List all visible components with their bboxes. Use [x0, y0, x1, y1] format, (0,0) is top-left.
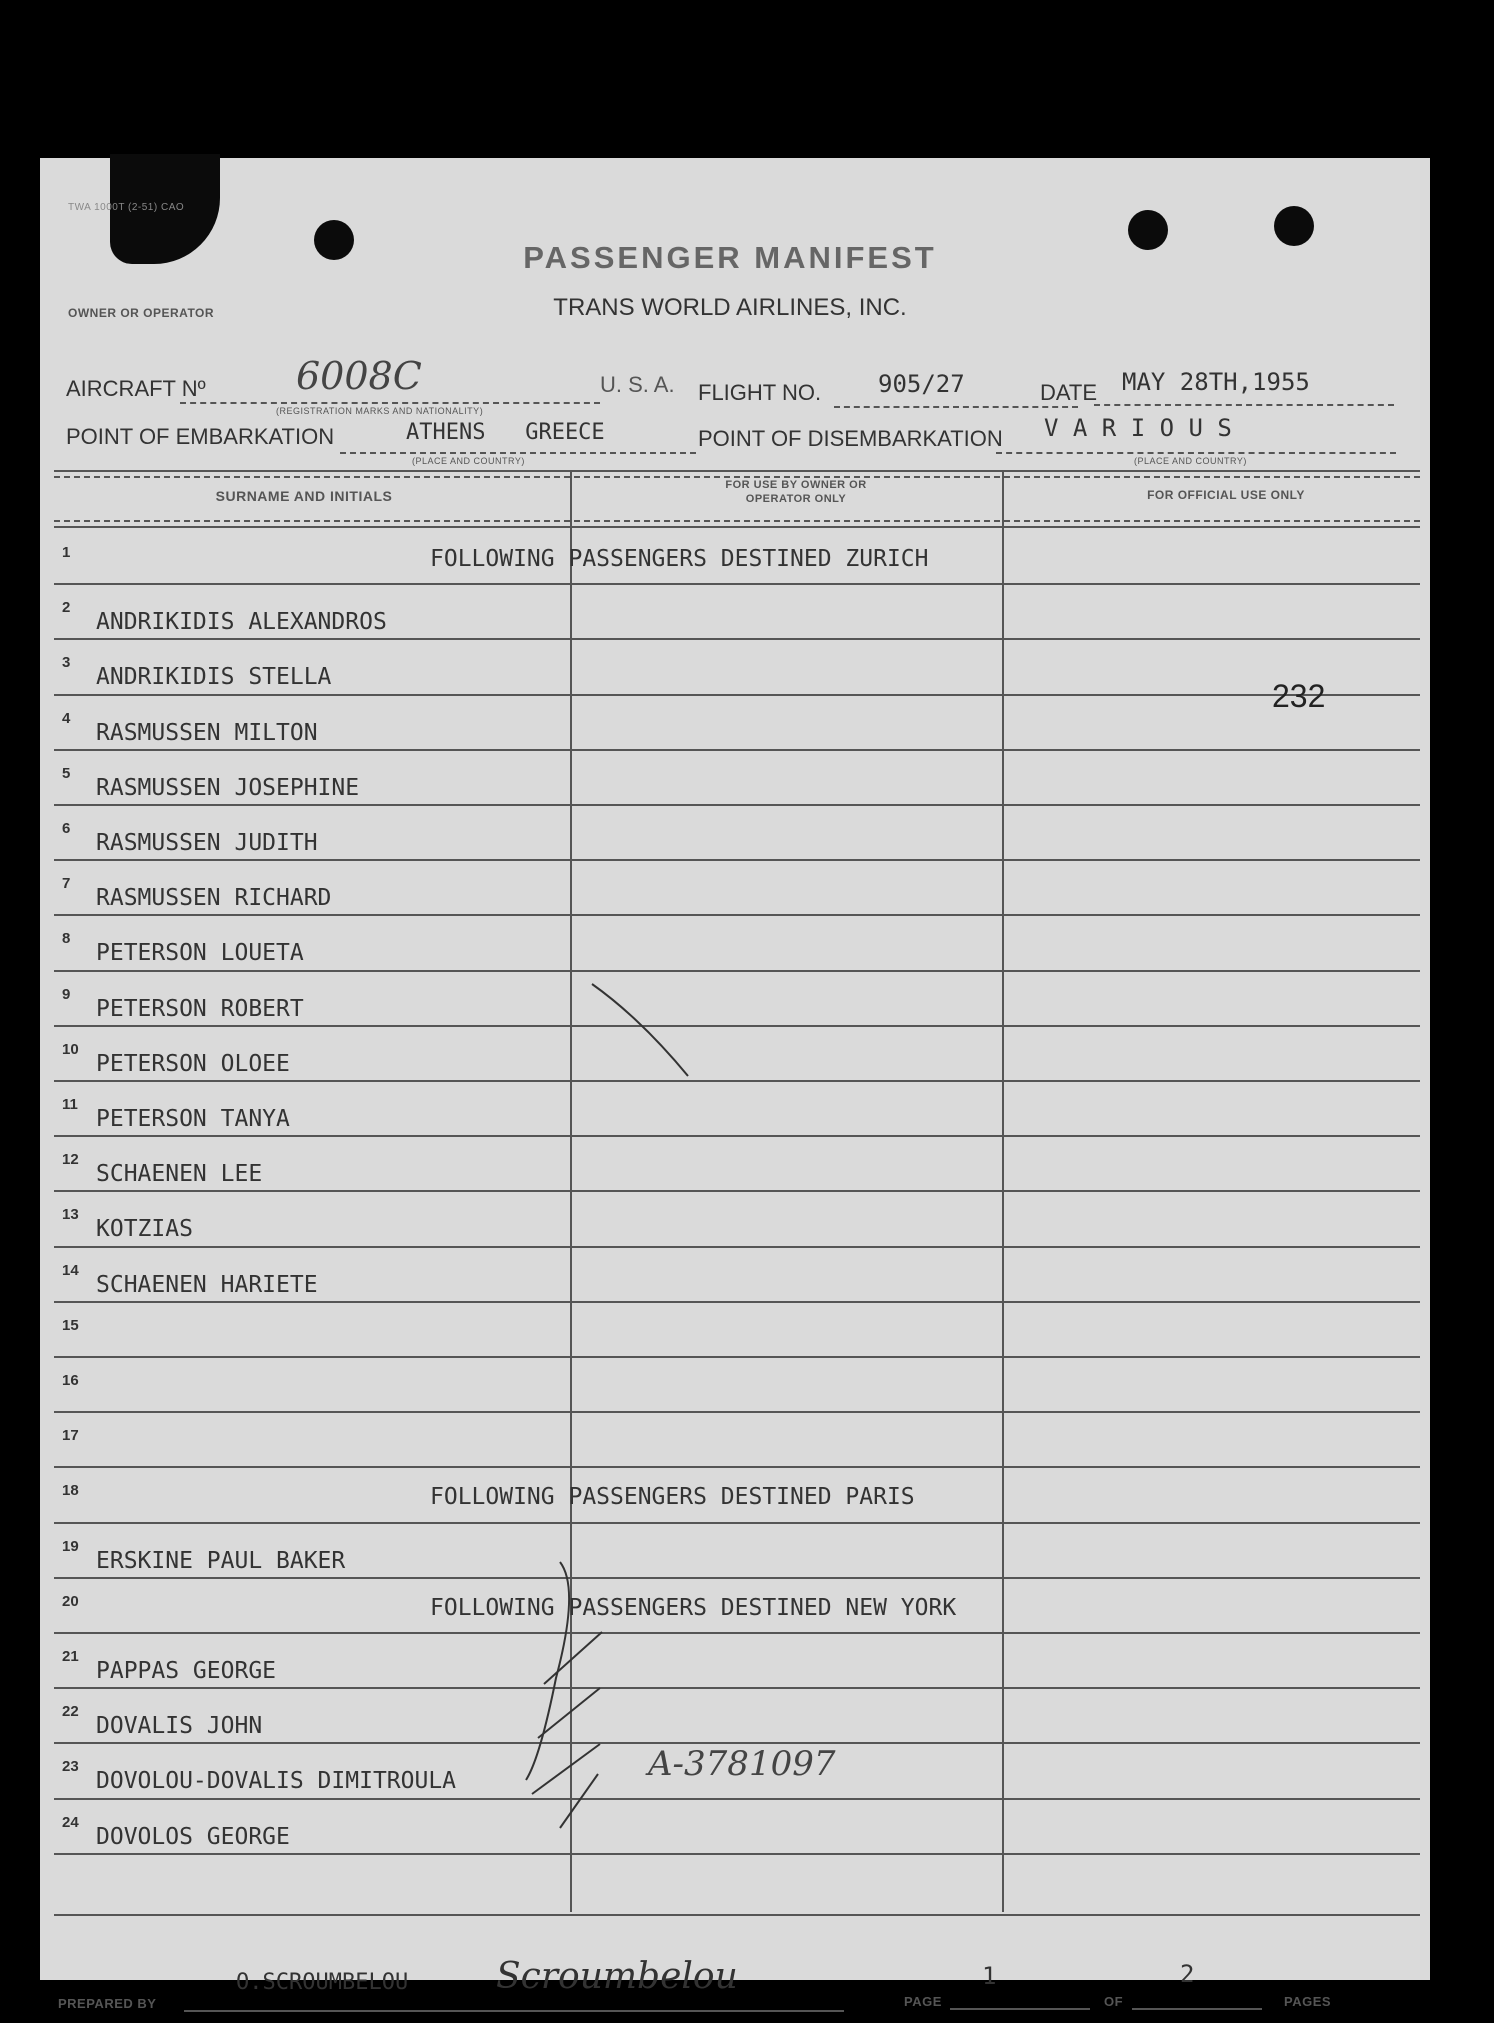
column-header-owner: FOR USE BY OWNER OR OPERATOR ONLY: [725, 479, 867, 505]
official-number: 232: [1272, 678, 1326, 714]
place-note-right: (PLACE AND COUNTRY): [1134, 456, 1247, 466]
of-label: OF: [1104, 1994, 1124, 2009]
pages-label: PAGES: [1284, 1994, 1332, 2009]
row-number: 9: [62, 985, 71, 1003]
row-number: 21: [62, 1648, 79, 1665]
aircraft-number: 6008C: [296, 354, 422, 398]
airline-name: TRANS WORLD AIRLINES, INC.: [553, 294, 907, 321]
row-number: 14: [62, 1261, 79, 1279]
date-label: DATE: [1040, 380, 1098, 405]
aircraft-label: AIRCRAFT Nº: [66, 376, 206, 401]
row-number: 3: [62, 654, 71, 672]
row-number: 20: [62, 1592, 79, 1610]
passenger-name: KOTZIAS: [96, 1216, 193, 1243]
destination-note: FOLLOWING PASSENGERS DESTINED NEW YORK: [430, 1594, 957, 1621]
check-mark-stroke: [560, 1774, 598, 1828]
page-label: PAGE: [904, 1994, 942, 2009]
prepared-by-value: O.SCROUMBELOU: [236, 1970, 409, 1995]
passenger-name: RASMUSSEN JUDITH: [96, 830, 318, 856]
row-number: 24: [62, 1813, 79, 1831]
alien-registration-number: A-3781097: [648, 1744, 836, 1784]
passenger-name: PETERSON ROBERT: [96, 995, 304, 1022]
row-number: 17: [62, 1427, 79, 1445]
passenger-name: PETERSON TANYA: [96, 1106, 290, 1132]
passenger-name: DOVOLOS GEORGE: [96, 1823, 290, 1850]
passenger-name: SCHAENEN HARIETE: [96, 1271, 318, 1298]
row-number: 19: [62, 1537, 79, 1555]
page-number: 1: [982, 1962, 997, 1990]
row-number: 22: [62, 1703, 79, 1721]
registration-note: (REGISTRATION MARKS AND NATIONALITY): [276, 406, 484, 416]
place-note-left: (PLACE AND COUNTRY): [412, 456, 525, 466]
column-header-surname: SURNAME AND INITIALS: [215, 488, 393, 504]
check-mark-stroke: [544, 1632, 602, 1684]
disembark-label: POINT OF DISEMBARKATION: [698, 426, 1003, 451]
passenger-name: DOVOLOU-DOVALIS DIMITROULA: [96, 1768, 457, 1795]
row-number: 2: [62, 599, 71, 617]
row-number: 4: [62, 709, 71, 727]
passenger-name: PETERSON LOUETA: [96, 940, 304, 967]
embark-label: POINT OF EMBARKATION: [66, 424, 335, 449]
nationality: U. S. A.: [600, 372, 675, 397]
passenger-name: DOVALIS JOHN: [96, 1713, 263, 1740]
destination-note: FOLLOWING PASSENGERS DESTINED ZURICH: [430, 546, 929, 572]
manifest-sheet: [40, 158, 1430, 2011]
row-number: 10: [62, 1040, 79, 1058]
row-number: 7: [62, 875, 71, 893]
passenger-name: RASMUSSEN RICHARD: [96, 885, 332, 912]
check-marks: [40, 158, 1430, 1980]
destination-note: FOLLOWING PASSENGERS DESTINED PARIS: [430, 1484, 915, 1511]
row-number: 1: [62, 544, 71, 561]
check-mark-stroke: [538, 1688, 600, 1738]
prepared-by-label: PREPARED BY: [58, 1996, 157, 2011]
row-number: 5: [62, 764, 71, 782]
owner-label: OWNER OR OPERATOR: [68, 306, 215, 320]
embark-value: ATHENS GREECE: [406, 420, 605, 445]
row-number: 12: [62, 1151, 79, 1169]
row-number: 11: [62, 1096, 78, 1113]
passenger-name: ERSKINE PAUL BAKER: [96, 1547, 346, 1574]
row-number: 13: [62, 1206, 79, 1224]
disembark-value: V A R I O U S: [1044, 414, 1232, 442]
page-total: 2: [1180, 1960, 1195, 1988]
passenger-name: ANDRIKIDIS ALEXANDROS: [96, 609, 387, 636]
passenger-name: RASMUSSEN JOSEPHINE: [96, 774, 360, 801]
row-number: 16: [62, 1372, 79, 1389]
page-title: PASSENGER MANIFEST: [523, 240, 937, 275]
passenger-name: PETERSON OLOEE: [96, 1050, 290, 1077]
passenger-name: PAPPAS GEORGE: [96, 1658, 277, 1684]
flight-no-value: 905/27: [878, 370, 965, 398]
check-mark-stroke: [592, 984, 688, 1076]
form-code: TWA 1000T (2-51) CAO: [68, 202, 185, 213]
row-number: 6: [62, 820, 71, 837]
date-value: MAY 28TH,1955: [1122, 368, 1310, 396]
flight-no-label: FLIGHT NO.: [698, 380, 822, 405]
passenger-name: RASMUSSEN MILTON: [96, 719, 318, 746]
check-mark-stroke: [526, 1562, 569, 1780]
row-number: 23: [62, 1758, 79, 1776]
passenger-name: SCHAENEN LEE: [96, 1161, 263, 1188]
row-number: 15: [62, 1316, 79, 1334]
row-number: 8: [62, 930, 71, 948]
column-header-official: FOR OFFICIAL USE ONLY: [1147, 488, 1305, 502]
signature: Scroumbelou: [496, 1956, 738, 1997]
passenger-name: ANDRIKIDIS STELLA: [96, 664, 332, 691]
row-number: 18: [62, 1482, 79, 1500]
